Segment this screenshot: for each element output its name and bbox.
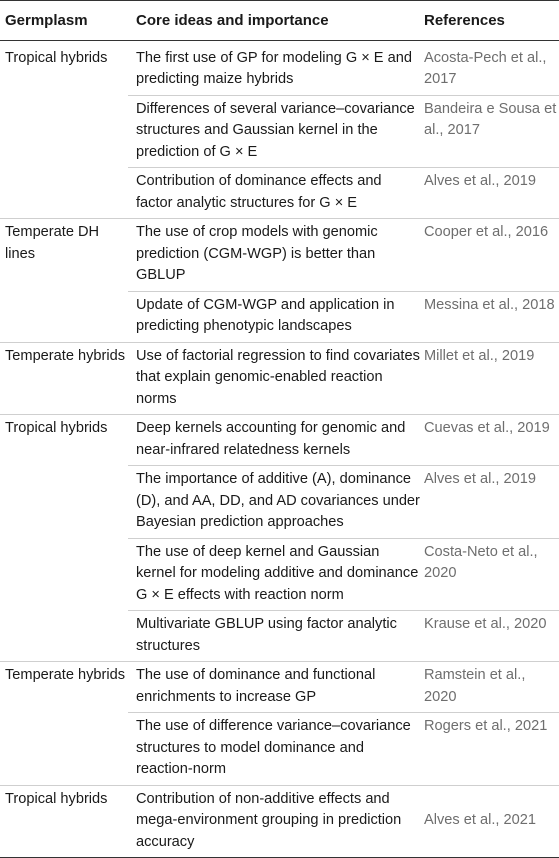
germplasm-cell (0, 713, 128, 786)
table-row (0, 785, 559, 858)
reference-cell: Cuevas et al., 2019 (420, 415, 559, 466)
core-idea-cell: The first use of GP for modeling G × E and predicting maize hybrids (128, 40, 420, 95)
reference-cell: Cooper et al., 2016 (420, 219, 559, 292)
germplasm-cell: Temperate hybrids (5, 667, 126, 683)
germplasm-cell (0, 611, 128, 662)
germplasm-cell (0, 291, 128, 342)
core-idea-cell: The use of dominance and functional enrichments to increase GP (128, 662, 420, 713)
reference-cell: Acosta-Pech et al., 2017 (420, 40, 559, 95)
germplasm-cell (0, 168, 128, 219)
table-row (0, 466, 559, 539)
germplasm-cell (0, 95, 128, 168)
reference-cell: Alves et al., 2021 (420, 785, 559, 858)
table-row (0, 40, 559, 95)
header-germplasm: Germplasm (0, 1, 128, 41)
germplasm-cell: Tropical hybrids (0, 785, 128, 858)
table-row (0, 95, 559, 168)
core-idea-cell: Differences of several variance–covariance structures and Gaussian kernel in the prediction of G × E (128, 95, 420, 168)
table-row (0, 713, 559, 786)
core-idea-cell: Update of CGM-WGP and application in predicting phenotypic landscapes (128, 291, 420, 342)
header-references: References (420, 1, 559, 41)
reference-cell: Messina et al., 2018 (420, 291, 559, 342)
core-idea-cell: Contribution of dominance effects and factor analytic structures for G × E (128, 168, 420, 219)
core-idea-cell: The use of difference variance–covariance structures to model dominance and reaction-norm (128, 713, 420, 786)
reference-cell: Alves et al., 2019 (420, 168, 559, 219)
table-row (0, 662, 559, 713)
core-idea-cell: Deep kernels accounting for genomic and near-infrared relatedness kernels (128, 415, 420, 466)
core-idea-cell: The use of deep kernel and Gaussian kernel for modeling additive and dominance G × E effects with reaction norm (128, 538, 420, 611)
core-idea-cell: Use of factorial regression to find covariates that explain genomic-enabled reaction norms (128, 342, 420, 415)
reference-cell: Bandeira e Sousa et al., 2017 (420, 95, 559, 168)
reference-cell: Rogers et al., 2021 (420, 713, 559, 786)
table-row (0, 342, 559, 415)
table-row (0, 219, 559, 292)
reference-cell: Ramstein et al., 2020 (420, 662, 559, 713)
germplasm-cell: Tropical hybrids (5, 49, 108, 66)
core-idea-cell: Contribution of non-additive effects and mega-environment grouping in prediction accuracy (128, 785, 420, 858)
germplasm-cell: Temperate hybrids (0, 342, 128, 415)
reference-cell: Krause et al., 2020 (420, 611, 559, 662)
reference-cell: Costa-Neto et al., 2020 (420, 538, 559, 611)
core-idea-cell: The importance of additive (A), dominance (D), and AA, DD, and AD covariances under Bayesian prediction approaches (128, 466, 420, 539)
table-row (0, 538, 559, 611)
germplasm-cell (0, 466, 128, 539)
table-row (0, 168, 559, 219)
table-row (0, 291, 559, 342)
table-row (0, 415, 559, 466)
germplasm-cell: Tropical hybrids (5, 420, 108, 436)
table-row (0, 611, 559, 662)
germplasm-cell: Temperate DH lines (5, 224, 100, 262)
reference-cell: Millet et al., 2019 (420, 342, 559, 415)
header-core-ideas: Core ideas and importance (128, 1, 420, 41)
header-row (0, 1, 559, 41)
germplasm-cell (0, 538, 128, 611)
reference-cell: Alves et al., 2019 (420, 466, 559, 539)
core-idea-cell: Multivariate GBLUP using factor analytic structures (128, 611, 420, 662)
core-idea-cell: The use of crop models with genomic prediction (CGM-WGP) is better than GBLUP (128, 219, 420, 292)
